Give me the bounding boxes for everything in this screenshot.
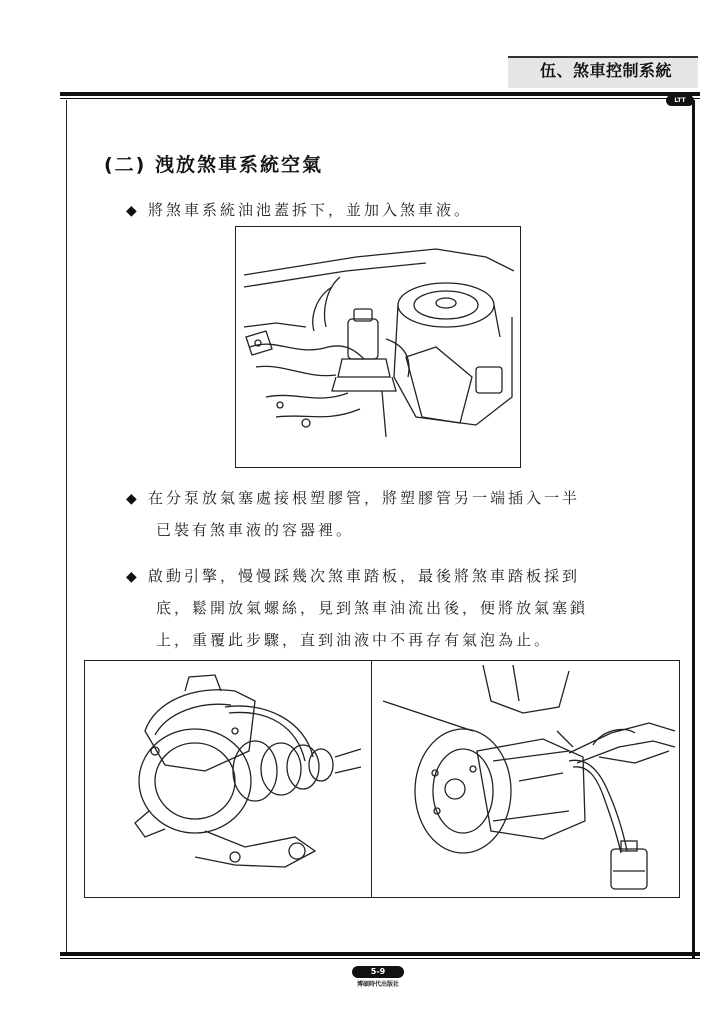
diamond-bullet-icon: ◆ <box>126 491 140 507</box>
publisher-name: 博碩時代出版社 <box>356 981 399 988</box>
bullet-2-line-1: 在分泵放氣塞處接根塑膠管，將塑膠管另一端插入一半 <box>148 489 581 507</box>
bullet-item-1 <box>126 194 472 227</box>
figure-engine-bay <box>235 226 521 468</box>
figure-row-caliper <box>84 660 680 898</box>
page-number: 5-9 <box>352 966 404 978</box>
brake-caliper-illustration <box>85 661 371 897</box>
bullet-item-3 <box>126 560 580 593</box>
header-rule <box>60 92 700 96</box>
footer-rule-thin <box>60 958 700 959</box>
figure-divider <box>371 661 372 897</box>
section-title: (二) 洩放煞車系統空氣 <box>104 154 323 176</box>
frame-left-border <box>66 100 67 952</box>
footer-rule <box>60 952 700 956</box>
publisher-logo: LTT <box>666 95 694 106</box>
chapter-title: 伍、煞車控制系統 <box>540 61 673 80</box>
diamond-bullet-icon: ◆ <box>126 203 140 219</box>
page-badge <box>352 964 404 990</box>
frame-right-border <box>692 100 695 958</box>
header-rule-thin <box>60 98 700 99</box>
bleeding-caliper-with-hose-illustration <box>373 661 679 897</box>
diamond-bullet-icon: ◆ <box>126 569 140 585</box>
bullet-3-line-3: 上，重覆此步驟，直到油液中不再存有氣泡為止。 <box>156 631 553 649</box>
bullet-3-line-1: 啟動引擎，慢慢踩幾次煞車踏板，最後將煞車踏板採到 <box>148 567 581 585</box>
engine-bay-reservoir-illustration <box>236 227 520 467</box>
bullet-3-line-2: 底，鬆開放氣螺絲，見到煞車油流出後，便將放氣塞鎖 <box>156 599 589 617</box>
bullet-2-line-2: 已裝有煞車液的容器裡。 <box>156 521 355 539</box>
bullet-item-2 <box>126 482 580 515</box>
bullet-1-line-1: 將煞車系統油池蓋拆下，並加入煞車液。 <box>148 201 473 219</box>
